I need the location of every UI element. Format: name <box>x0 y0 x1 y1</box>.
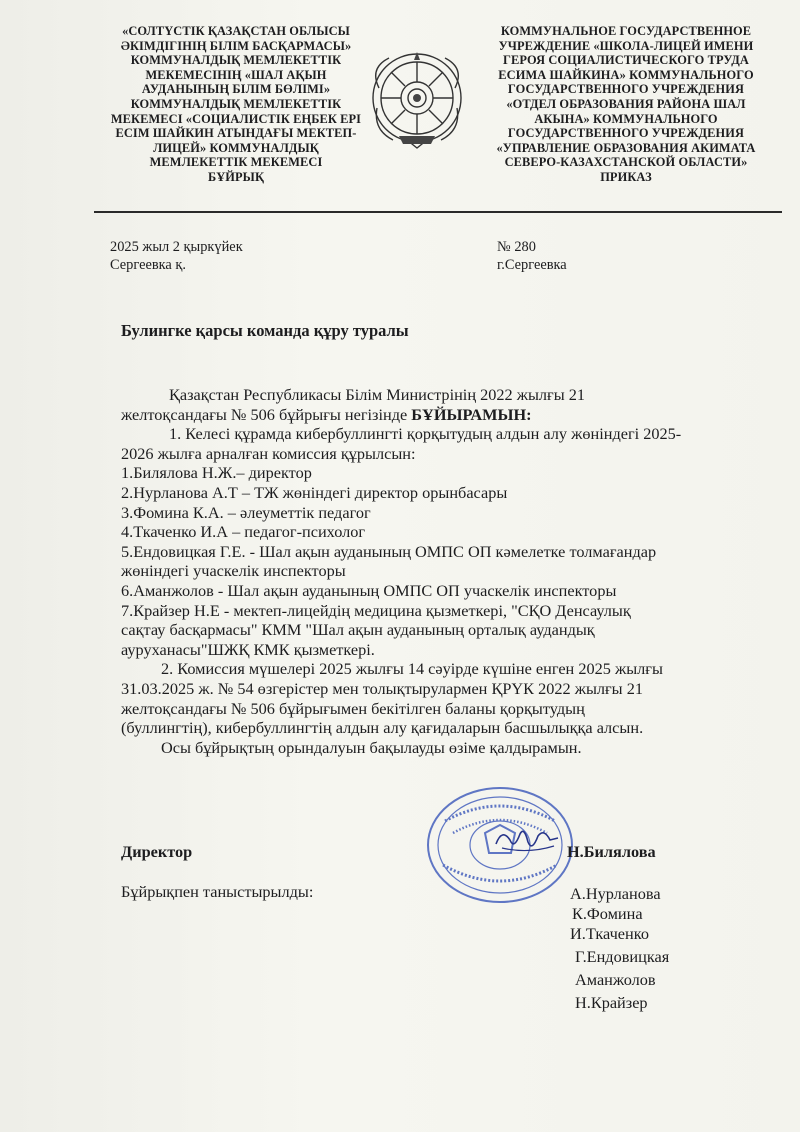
body-line: 2. Комиссия мүшелері 2025 жылғы 14 сәуірде күшіне енген 2025 жылғы <box>161 659 663 679</box>
body-line: Осы бұйрықтың орындалуын бақылауды өзіме қалдырамын. <box>161 737 582 757</box>
order-keyword: БҰЙЫРАМЫН: <box>411 404 532 424</box>
list-item: ауруханасы"ШЖҚ КМК қызметкері. <box>121 639 375 659</box>
list-item: 6.Аманжолов - Шал ақын ауданының ОМПС ОП учаскелік инспекторы <box>121 580 617 600</box>
acquainted-name: Г.Ендовицкая <box>575 947 670 966</box>
body-line: желтоқсандағы № 506 бұйрығымен бекітілген баланы қорқытудың <box>121 698 585 718</box>
order-number: № 280 <box>497 239 536 255</box>
header-kazakh <box>92 24 380 185</box>
acquainted-name: А.Нурланова <box>570 884 661 903</box>
header-line: КОММУНАЛДЫҚ МЕМЛЕКЕТТІК <box>130 53 342 68</box>
director-label: Директор <box>121 842 193 861</box>
header-line: ЛИЦЕЙ» КОММУНАЛДЫҚ <box>153 140 319 155</box>
header-russian <box>470 24 782 185</box>
body-line: (буллингтің), кибербуллингтің алдын алу қағидаларын басшылыққа алсын. <box>121 718 644 738</box>
header-line: МЕКЕМЕСІ «СОЦИАЛИСТІК ЕҢБЕК ЕРІ <box>110 111 362 126</box>
acquainted-name: И.Ткаченко <box>570 924 649 943</box>
order-date: 2025 жыл 2 қыркүйек <box>110 239 243 255</box>
body-text: желтоқсандағы № 506 бұйрығы негізінде <box>121 404 412 424</box>
header-line: «СОЛТҮСТІК ҚАЗАҚСТАН ОБЛЫСЫ <box>122 24 350 38</box>
header-line: МЕМЛЕКЕТТІК МЕКЕМЕСІ <box>149 155 323 170</box>
header-line: ГОСУДАРСТВЕННОГО УЧРЕЖДЕНИЯ <box>507 126 745 141</box>
acquainted-name: Н.Крайзер <box>575 993 648 1012</box>
list-item: 1.Билялова Н.Ж.– директор <box>121 463 312 483</box>
state-emblem-icon <box>369 48 465 150</box>
header-line: БҰЙРЫҚ <box>207 169 265 184</box>
body-line <box>121 405 781 425</box>
handwritten-signature <box>492 822 562 856</box>
list-item: 7.Крайзер Н.Е - мектеп-лицейдің медицина қызметкері, "СҚО Денсаулық <box>121 600 631 620</box>
header-line: ЕСИМА ШАЙКИНА» КОММУНАЛЬНОГО <box>498 67 754 82</box>
body-line: 2026 жылға арналған комиссия құрылсын: <box>121 443 416 463</box>
order-place-kz: Сергеевка қ. <box>110 257 186 273</box>
order-title: Булингке қарсы команда құру туралы <box>121 321 409 340</box>
order-body <box>121 385 781 757</box>
body-line: 1. Келесі құрамда кибербуллингті қорқытудың алдын алу жөніндегі 2025- <box>169 424 682 444</box>
header-line: «УПРАВЛЕНИЕ ОБРАЗОВАНИЯ АКИМАТА <box>496 140 756 155</box>
header-line: СЕВЕРО-КАЗАХСТАНСКОЙ ОБЛАСТИ» <box>504 155 748 170</box>
acquainted-name: К.Фомина <box>572 904 643 923</box>
header-line: КОММУНАЛЬНОЕ ГОСУДАРСТВЕННОЕ <box>500 24 752 38</box>
body-line: 31.03.2025 ж. № 54 өзгерістер мен толықтырулармен ҚРҮК 2022 жылғы 21 <box>121 678 643 698</box>
list-item: жөніндегі учаскелік инспекторы <box>121 561 346 581</box>
header-line: АКЫНА» КОММУНАЛЬНОГО <box>534 111 718 126</box>
header-line: МЕКЕМЕСІНІҢ «ШАЛ АҚЫН <box>145 67 327 82</box>
header-line: УЧРЕЖДЕНИЕ «ШКОЛА-ЛИЦЕЙ ИМЕНИ <box>498 38 754 53</box>
list-item: 2.Нурланова А.Т – ТЖ жөніндегі директор орынбасары <box>121 482 508 502</box>
header-line: ЕСІМ ШАЙКИН АТЫНДАҒЫ МЕКТЕП- <box>115 126 357 141</box>
order-place-ru: г.Сергеевка <box>497 257 567 273</box>
acquainted-name: Аманжолов <box>575 970 656 989</box>
list-item: 3.Фомина К.А. – әлеуметтік педагог <box>121 502 371 522</box>
order-number-block <box>497 238 567 274</box>
acquainted-label: Бұйрықпен таныстырылды: <box>121 882 314 901</box>
header-line: ГЕРОЯ СОЦИАЛИСТИЧЕСКОГО ТРУДА <box>503 53 749 68</box>
list-item: 5.Ендовицкая Г.Е. - Шал ақын ауданының ОМПС ОП кәмелетке толмағандар <box>121 541 657 561</box>
list-item: сақтау басқармасы" КММ "Шал ақын ауданының орталық аудандық <box>121 620 595 640</box>
body-line: Қазақстан Республикасы Білім Министрінің 2022 жылғы 21 <box>169 385 586 404</box>
list-item: 4.Ткаченко И.А – педагог-психолог <box>121 522 366 542</box>
order-date-block <box>110 238 243 274</box>
director-name: Н.Билялова <box>567 842 656 861</box>
header-line: ӘКІМДІГІНІҢ БІЛІМ БАСҚАРМАСЫ» <box>120 38 352 53</box>
header-line: ПРИКАЗ <box>600 169 652 184</box>
header-line: ГОСУДАРСТВЕННОГО УЧРЕЖДЕНИЯ <box>507 82 745 97</box>
header-line: КОММУНАЛДЫҚ МЕМЛЕКЕТТІК <box>130 96 342 111</box>
header-line: АУДАНЫНЫҢ БІЛІМ БӨЛІМІ» <box>141 82 331 97</box>
header-divider <box>94 211 782 213</box>
header-line: «ОТДЕЛ ОБРАЗОВАНИЯ РАЙОНА ШАЛ <box>506 96 746 111</box>
